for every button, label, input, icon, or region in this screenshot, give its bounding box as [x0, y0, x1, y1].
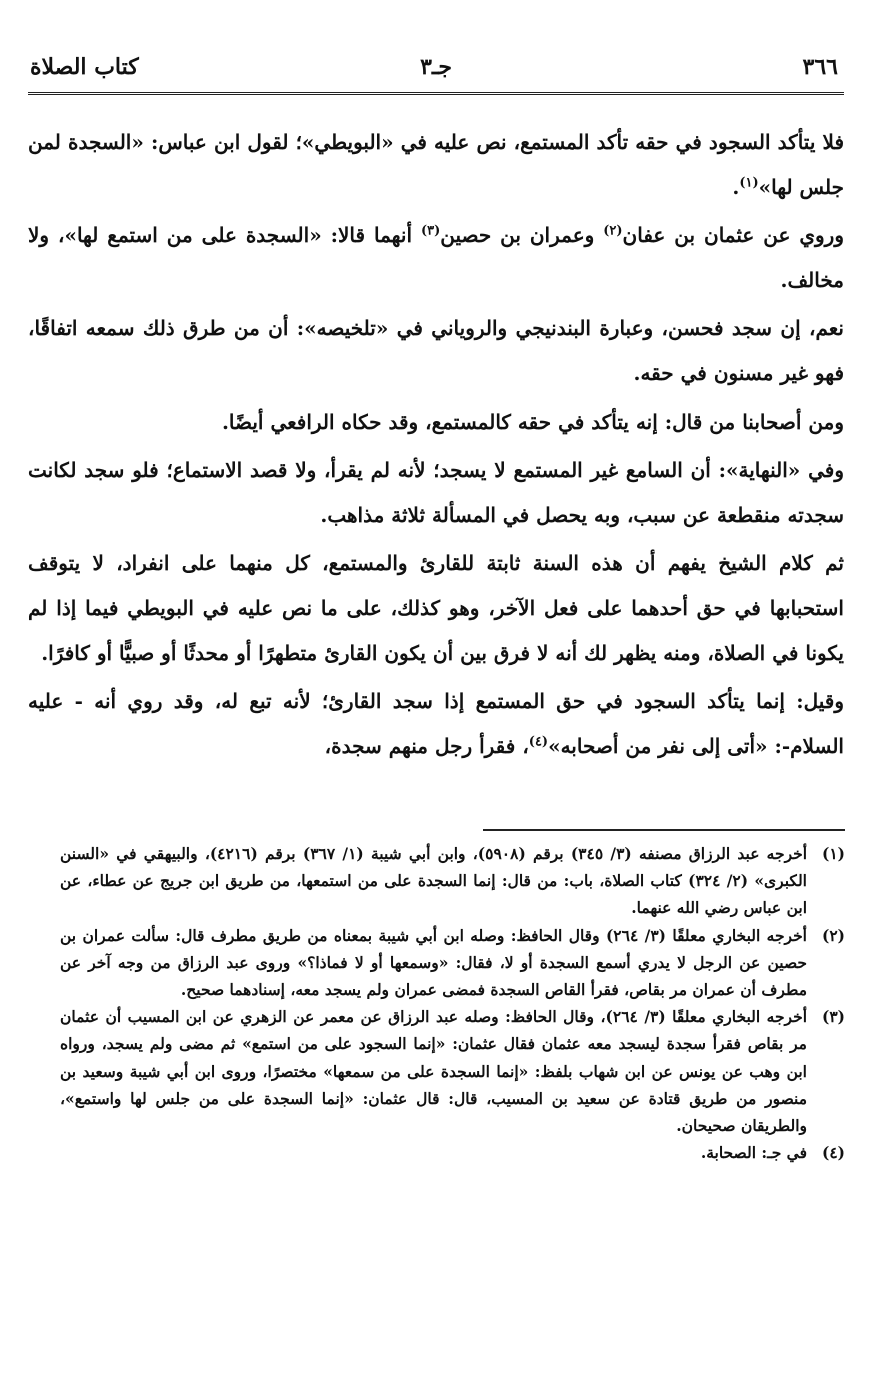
footnote-text: أخرجه البخاري معلقًا (٣/ ٢٦٤) وقال الحافظ: وصله ابن أبي شيبة بمعناه من طريق مطرف قال: سألت عمران بن حصين عن الرجل لا يدري أسمع السجدة أو لا، فقال: «وسمعها أو لا فماذا؟» وروى عبد الرزاق من وجه آخر عن مطرف أن عمران مر بقاص، فقرأ القاص السجدة فمضى عمران ولم يسجد معه، إسنادهما صحيح.	[60, 925, 807, 1000]
footnotes	[60, 840, 845, 1166]
book-title: كتاب الصلاة	[30, 54, 139, 80]
footnote-ref: (٢)	[603, 223, 623, 239]
running-header	[28, 46, 844, 95]
paragraph: وفي «النهاية»: أن السامع غير المستمع لا يسجد؛ لأنه لم يقرأ، ولا قصد الاستماع؛ فلو سجد لكانت سجدته منقطعة عن سبب، وبه يحصل في المسألة ثلاثة مذاهب.	[28, 458, 844, 527]
paragraph-text: ، فقرأ رجل منهم سجدة،	[324, 733, 529, 758]
footnote-ref: (١)	[739, 174, 759, 190]
paragraph: ثم كلام الشيخ يفهم أن هذه السنة ثابتة للقارئ والمستمع، كل منهما على انفراد، لا يتوقف استحبابها في حق أحدهما على فعل الآخر، وهو كذلك، على ما نص عليه في البويطي فيما إذا لم يكونا في الصلاة، ومنه يظهر لك أنه لا فرق بين أن يكون القارئ متطهرًا أو محدثًا أو صبيًّا أو كافرًا.	[28, 551, 844, 665]
paragraph-text: .	[732, 174, 740, 199]
footnote-text: أخرجه عبد الرزاق مصنفه (٣/ ٣٤٥) برقم (٥٩٠٨)، وابن أبي شيبة (١/ ٣٦٧) برقم (٤٢١٦)، والبيهقي في «السنن الكبرى» (٢/ ٣٢٤) كتاب الصلاة، باب: من قال: إنما السجدة على من استمعها، من طريق ابن جريج عن عطاء، عن ابن عباس رضي الله عنهما.	[60, 844, 808, 918]
paragraph-text: فلا يتأكد السجود في حقه تأكد المستمع، نص عليه في «البويطي»؛ لقول ابن عباس: «السجدة لمن جلس لها»	[28, 130, 844, 199]
paragraph-text: وعمران بن حصين	[440, 223, 604, 248]
paragraph-text: وروي عن عثمان بن عفان	[622, 223, 844, 248]
paragraph	[28, 213, 844, 302]
main-text	[28, 120, 844, 772]
paragraph: ومن أصحابنا من قال: إنه يتأكد في حقه كالمستمع، وقد حكاه الرافعي أيضًا.	[221, 409, 844, 434]
paragraph-text: وقيل: إنما يتأكد السجود في حق المستمع إذا سجد القارئ؛ لأنه تبع له، وقد روي أنه - عليه السلام-: «أتى إلى نفر من أصحابه»	[28, 689, 844, 758]
paragraph	[28, 120, 844, 209]
paragraph: نعم، إن سجد فحسن، وعبارة البندنيجي والروياني في «تلخيصه»: أن من طرق ذلك سمعه اتفاقًا، فهو غير مسنون في حقه.	[28, 316, 844, 385]
footnote-separator	[483, 829, 845, 831]
volume-label: جـ٣	[420, 54, 452, 80]
footnote-number: (٤)	[821, 1143, 845, 1163]
footnote-number: (١)	[821, 844, 845, 863]
paragraph	[28, 679, 844, 768]
footnote	[60, 1139, 845, 1166]
footnote-ref: (٤)	[528, 734, 549, 750]
footnote-text: أخرجه البخاري معلقًا (٣/ ٢٦٤)، وقال الحافظ: وصله عبد الرزاق عن معمر عن الزهري عن ابن المسيب أن عثمان مر بقاص فقرأ سجدة ليسجد معه عثمان فقال عثمان: «إنما السجود على من استمع» ثم مضى ولم يسجد، ورواه ابن وهب عن يونس عن ابن شهاب بلفظ: «إنما السجدة على من سمعها» مختصرًا، وروى ابن أبي شيبة وسعيد بن منصور من طريق قتادة عن سعيد بن المسيب، قال: قال عثمان: «إنما السجدة على من جلس لها واستمع»، والطريقان صحيحان.	[60, 1007, 807, 1136]
footnote	[60, 1003, 845, 1139]
footnote-number: (٣)	[821, 1007, 845, 1027]
footnote-text: في جـ: الصحابة.	[700, 1143, 807, 1163]
footnote	[60, 922, 845, 1004]
footnote	[60, 840, 845, 922]
page-number: ٣٦٦	[802, 54, 838, 80]
paragraph-text: أنهما قالا: «السجدة على من استمع لها»، ولا مخالف.	[28, 223, 844, 292]
footnote-number: (٢)	[821, 925, 845, 945]
footnote-ref: (٣)	[420, 223, 441, 239]
